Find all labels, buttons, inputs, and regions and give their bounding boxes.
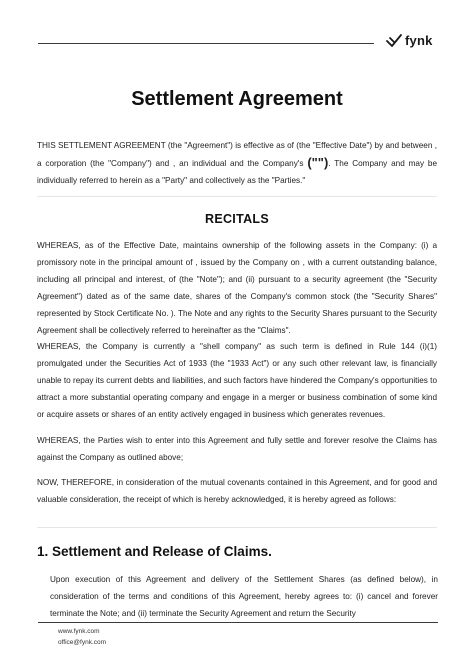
intro-text-start: THIS SETTLEMENT AGREEMENT (the "Agreement") is effective as of (the "Effective Date") by and between , a corporation (the "Company") and , an individual and the Company's: [37, 141, 437, 168]
fynk-logo-icon: [386, 34, 402, 48]
footer-website[interactable]: www.fynk.com: [58, 628, 100, 635]
recital-paragraph: NOW, THEREFORE, in consideration of the mutual covenants contained in this Agreement, and for good and valuable consideration, the receipt of which is hereby acknowledged, it is hereby agreed as follows:: [37, 478, 437, 504]
recitals-heading: RECITALS: [205, 212, 269, 226]
section-divider: [37, 527, 437, 528]
intro-quote-mark: (""): [307, 155, 329, 170]
intro-text-end: . The Company and may be individually referred to herein as a "Party" and collectively as the "Parties.": [37, 159, 437, 185]
recital-paragraph: WHEREAS, the Parties wish to enter into this Agreement and fully settle and forever resolve the Claims has against the Company as outlined above;: [37, 436, 437, 462]
footer-email[interactable]: office@fynk.com: [58, 639, 107, 646]
footer-divider: [38, 622, 438, 623]
document-title: Settlement Agreement: [131, 88, 343, 110]
recital-paragraph: WHEREAS, the Company is currently a "shell company" as such term is defined in Rule 144 (i)(1) promulgated under the Securities Act of 1933 (the "1933 Act") or any such other relevant law, is financially unable to repay its current debts and liabilities, and such factors have hindered the Company's opportunities to attract a more substantial operating company and engage in a merger or business combination of some kind or acquire assets or shares of an entity actively engaged in business which generates revenues.: [37, 342, 437, 419]
section-heading: 1. Settlement and Release of Claims.: [37, 544, 272, 559]
header-divider: [38, 43, 374, 44]
intro-paragraph: [37, 137, 437, 189]
brand-name: fynk: [405, 33, 433, 48]
recital-paragraph: WHEREAS, as of the Effective Date, maintains ownership of the following assets in the Company: (i) a promissory note in the principal amount of , issued by the Company on , with a current outstanding balance, including all principal and interest, of (the "Note"); and (ii) pursuant to a security agreement (the "Security Agreement") dated as of the same date, shares of the Company's common stock (the "Security Shares" represented by Stock Certificate No. ). The Note and any rights to the Security Shares pursuant to the Security Agreement shall be collectively referred to hereinafter as the "Claims".: [37, 241, 437, 335]
brand-logo: [386, 33, 433, 48]
section-divider: [37, 196, 437, 197]
section-paragraph: Upon execution of this Agreement and delivery of the Settlement Shares (as defined below), in consideration of the terms and conditions of this Agreement, hereby agrees to: (i) cancel and forever terminate the Note; and (ii) terminate the Security Agreement and return the Security: [50, 575, 438, 618]
